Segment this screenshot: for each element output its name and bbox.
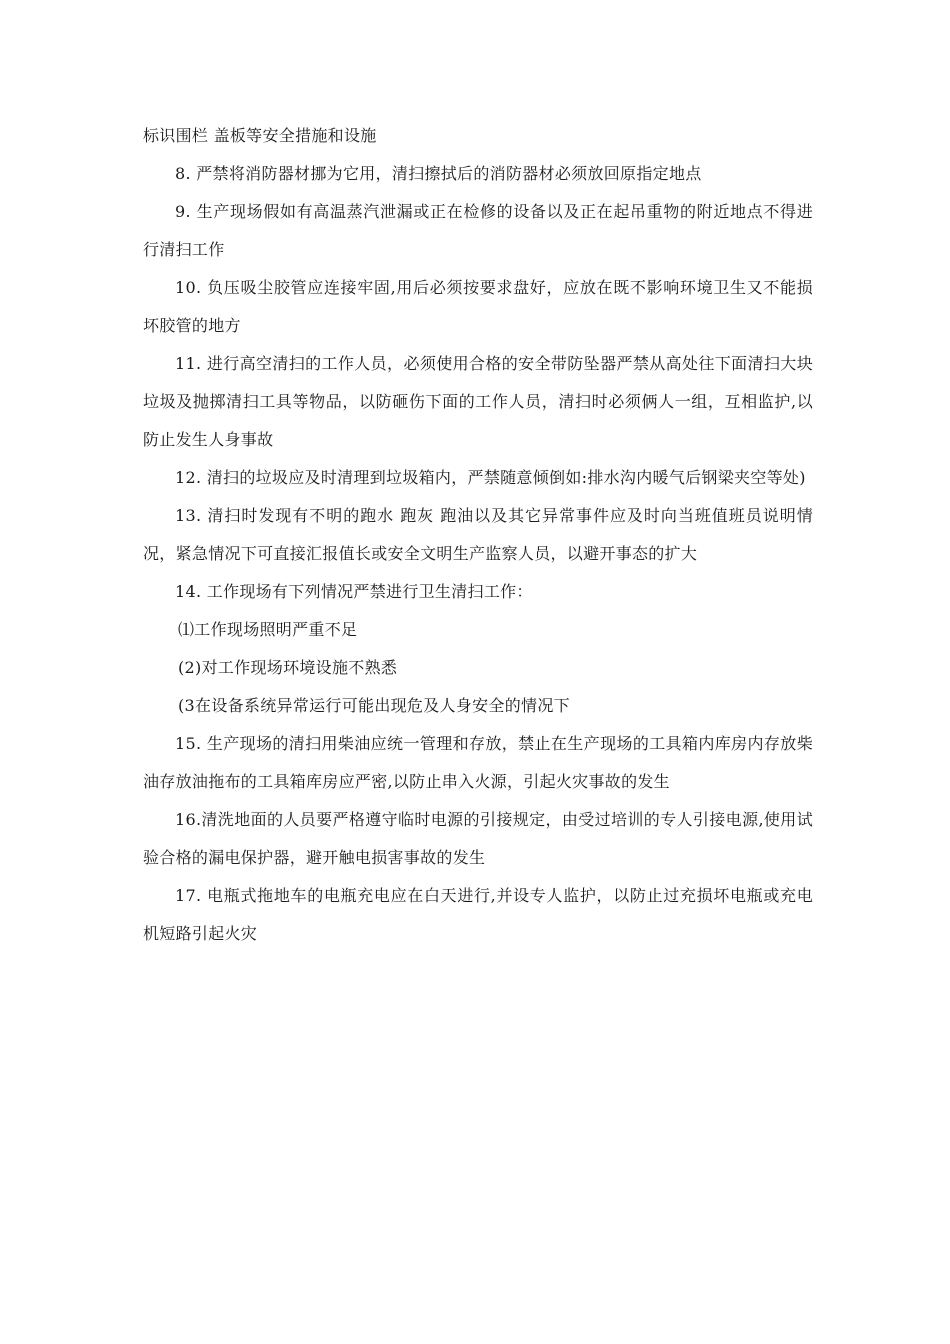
paragraph-item-12: 12. 清扫的垃圾应及时清理到垃圾箱内，严禁随意倾倒如:排水沟内暖气后钢梁夹空等处) (175, 468, 806, 487)
document-body (143, 117, 813, 953)
paragraph-item-14: 14. 工作现场有下列情况严禁进行卫生清扫工作： (175, 582, 533, 601)
sub-item-1: ⑴工作现场照明严重不足 (178, 620, 358, 639)
paragraph-item-8: 8. 严禁将消防器材挪为它用，清扫擦拭后的消防器材必须放回原指定地点 (175, 164, 702, 183)
sub-item-2: (2)对工作现场环境设施不熟悉 (178, 658, 398, 677)
paragraph-item-15: 15. 生产现场的清扫用柴油应统一管理和存放，禁止在生产现场的工具箱内库房内存放柴油存放油拖布的工具箱库房应严密,以防止串入火源，引起火灾事故的发生 (143, 734, 813, 791)
paragraph-item-13: 13. 清扫时发现有不明的跑水 跑灰 跑油以及其它异常事件应及时向当班值班员说明情况，紧急情况下可直接汇报值长或安全文明生产监察人员，以避开事态的扩大 (143, 506, 813, 563)
paragraph-item-10: 10. 负压吸尘胶管应连接牢固,用后必须按要求盘好，应放在既不影响环境卫生又不能损坏胶管的地方 (143, 278, 813, 335)
paragraph-item-16: 16.清洗地面的人员要严格遵守临时电源的引接规定，由受过培训的专人引接电源,使用试验合格的漏电保护器，避开触电损害事故的发生 (143, 810, 813, 867)
sub-item-3: (3在设备系统异常运行可能出现危及人身安全的情况下 (178, 696, 570, 715)
paragraph-item-17: 17. 电瓶式拖地车的电瓶充电应在白天进行,并设专人监护，以防止过充损坏电瓶或充电机短路引起火灾 (143, 886, 813, 943)
paragraph-item-11: 11. 进行高空清扫的工作人员，必须使用合格的安全带防坠器严禁从高处往下面清扫大块垃圾及抛掷清扫工具等物品，以防砸伤下面的工作人员，清扫时必须俩人一组，互相监护,以防止发生人身事故 (143, 354, 813, 449)
paragraph-continuation: 标识围栏 盖板等安全措施和设施 (143, 126, 377, 145)
paragraph-item-9: 9. 生产现场假如有高温蒸汽泄漏或正在检修的设备以及正在起吊重物的附近地点不得进行清扫工作 (143, 202, 813, 259)
